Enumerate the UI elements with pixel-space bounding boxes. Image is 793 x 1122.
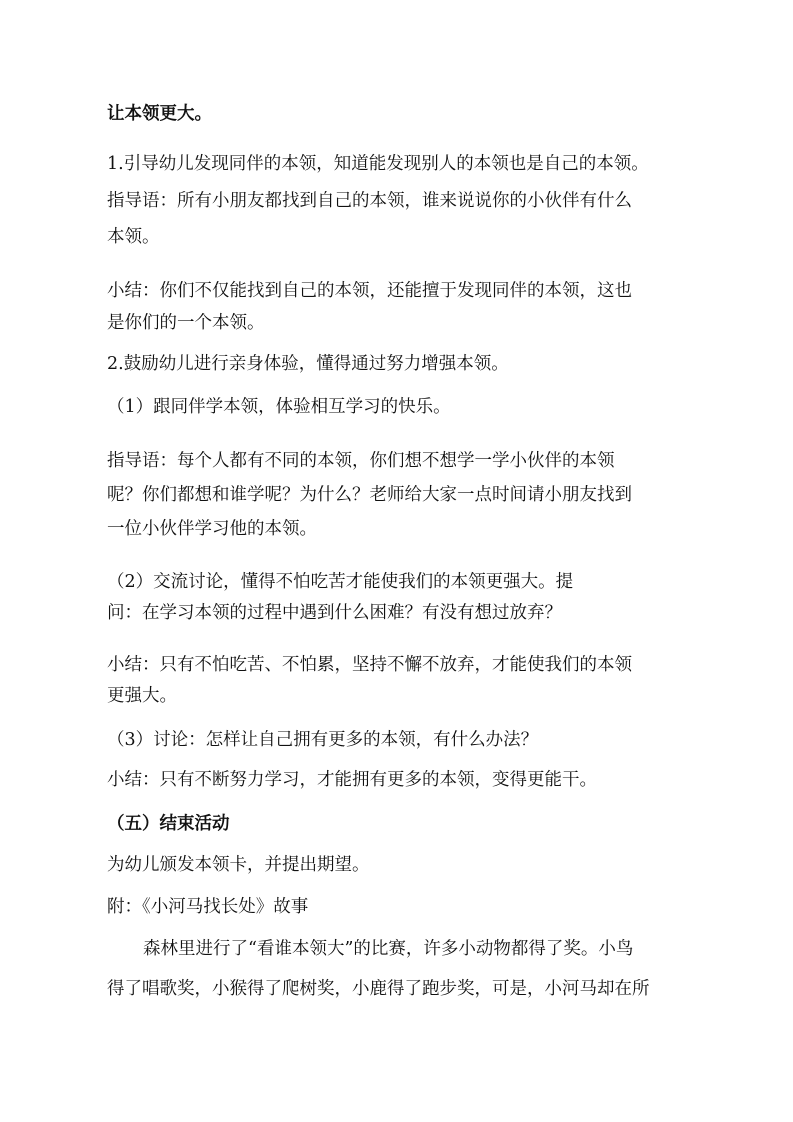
story-line: 得了唱歌奖，小猴得了爬树奖，小鹿得了跑步奖，可是，小河马却在所 xyxy=(107,979,650,999)
paragraph-line: （2）交流讨论，懂得不怕吃苦才能使我们的本领更强大。提 xyxy=(107,572,574,592)
paragraph-line: 小结：只有不怕吃苦、不怕累，坚持不懈不放弃，才能使我们的本领 xyxy=(107,655,632,675)
paragraph-line: 小结：你们不仅能找到自己的本领，还能擅于发现同伴的本领，这也 xyxy=(107,281,632,301)
section-heading: （五）结束活动 xyxy=(107,814,230,834)
section-heading: 让本领更大。 xyxy=(107,104,212,124)
paragraph-line: 为幼儿颁发本领卡，并提出期望。 xyxy=(107,855,370,875)
paragraph-line: 更强大。 xyxy=(107,686,177,706)
paragraph-line: 2.鼓励幼儿进行亲身体验，懂得通过努力增强本领。 xyxy=(107,354,509,374)
paragraph-line: 小结：只有不断努力学习，才能拥有更多的本领，变得更能干。 xyxy=(107,770,597,790)
story-line: 森林里进行了“看谁本领大”的比赛，许多小动物都得了奖。小鸟 xyxy=(143,939,634,959)
paragraph-line: 呢？你们都想和谁学呢？为什么？老师给大家一点时间请小朋友找到 xyxy=(107,485,632,505)
paragraph-line: 一位小伙伴学习他的本领。 xyxy=(107,519,317,539)
paragraph-line: 指导语：每个人都有不同的本领，你们想不想学一学小伙伴的本领 xyxy=(107,451,615,471)
paragraph-line: 附：《小河马找长处》故事 xyxy=(107,897,309,917)
paragraph-line: （1）跟同伴学本领，体验相互学习的快乐。 xyxy=(107,397,451,417)
paragraph-line: 问：在学习本领的过程中遇到什么困难？有没有想过放弃？ xyxy=(107,603,562,623)
paragraph-line: 是你们的一个本领。 xyxy=(107,313,265,333)
paragraph-line: 1.引导幼儿发现同伴的本领，知道能发现别人的本领也是自己的本领。 xyxy=(107,154,649,174)
paragraph-line: （3）讨论：怎样让自己拥有更多的本领，有什么办法？ xyxy=(107,730,539,750)
paragraph-line: 指导语：所有小朋友都找到自己的本领，谁来说说你的小伙伴有什么 xyxy=(107,191,632,211)
paragraph-line: 本领。 xyxy=(107,227,160,247)
